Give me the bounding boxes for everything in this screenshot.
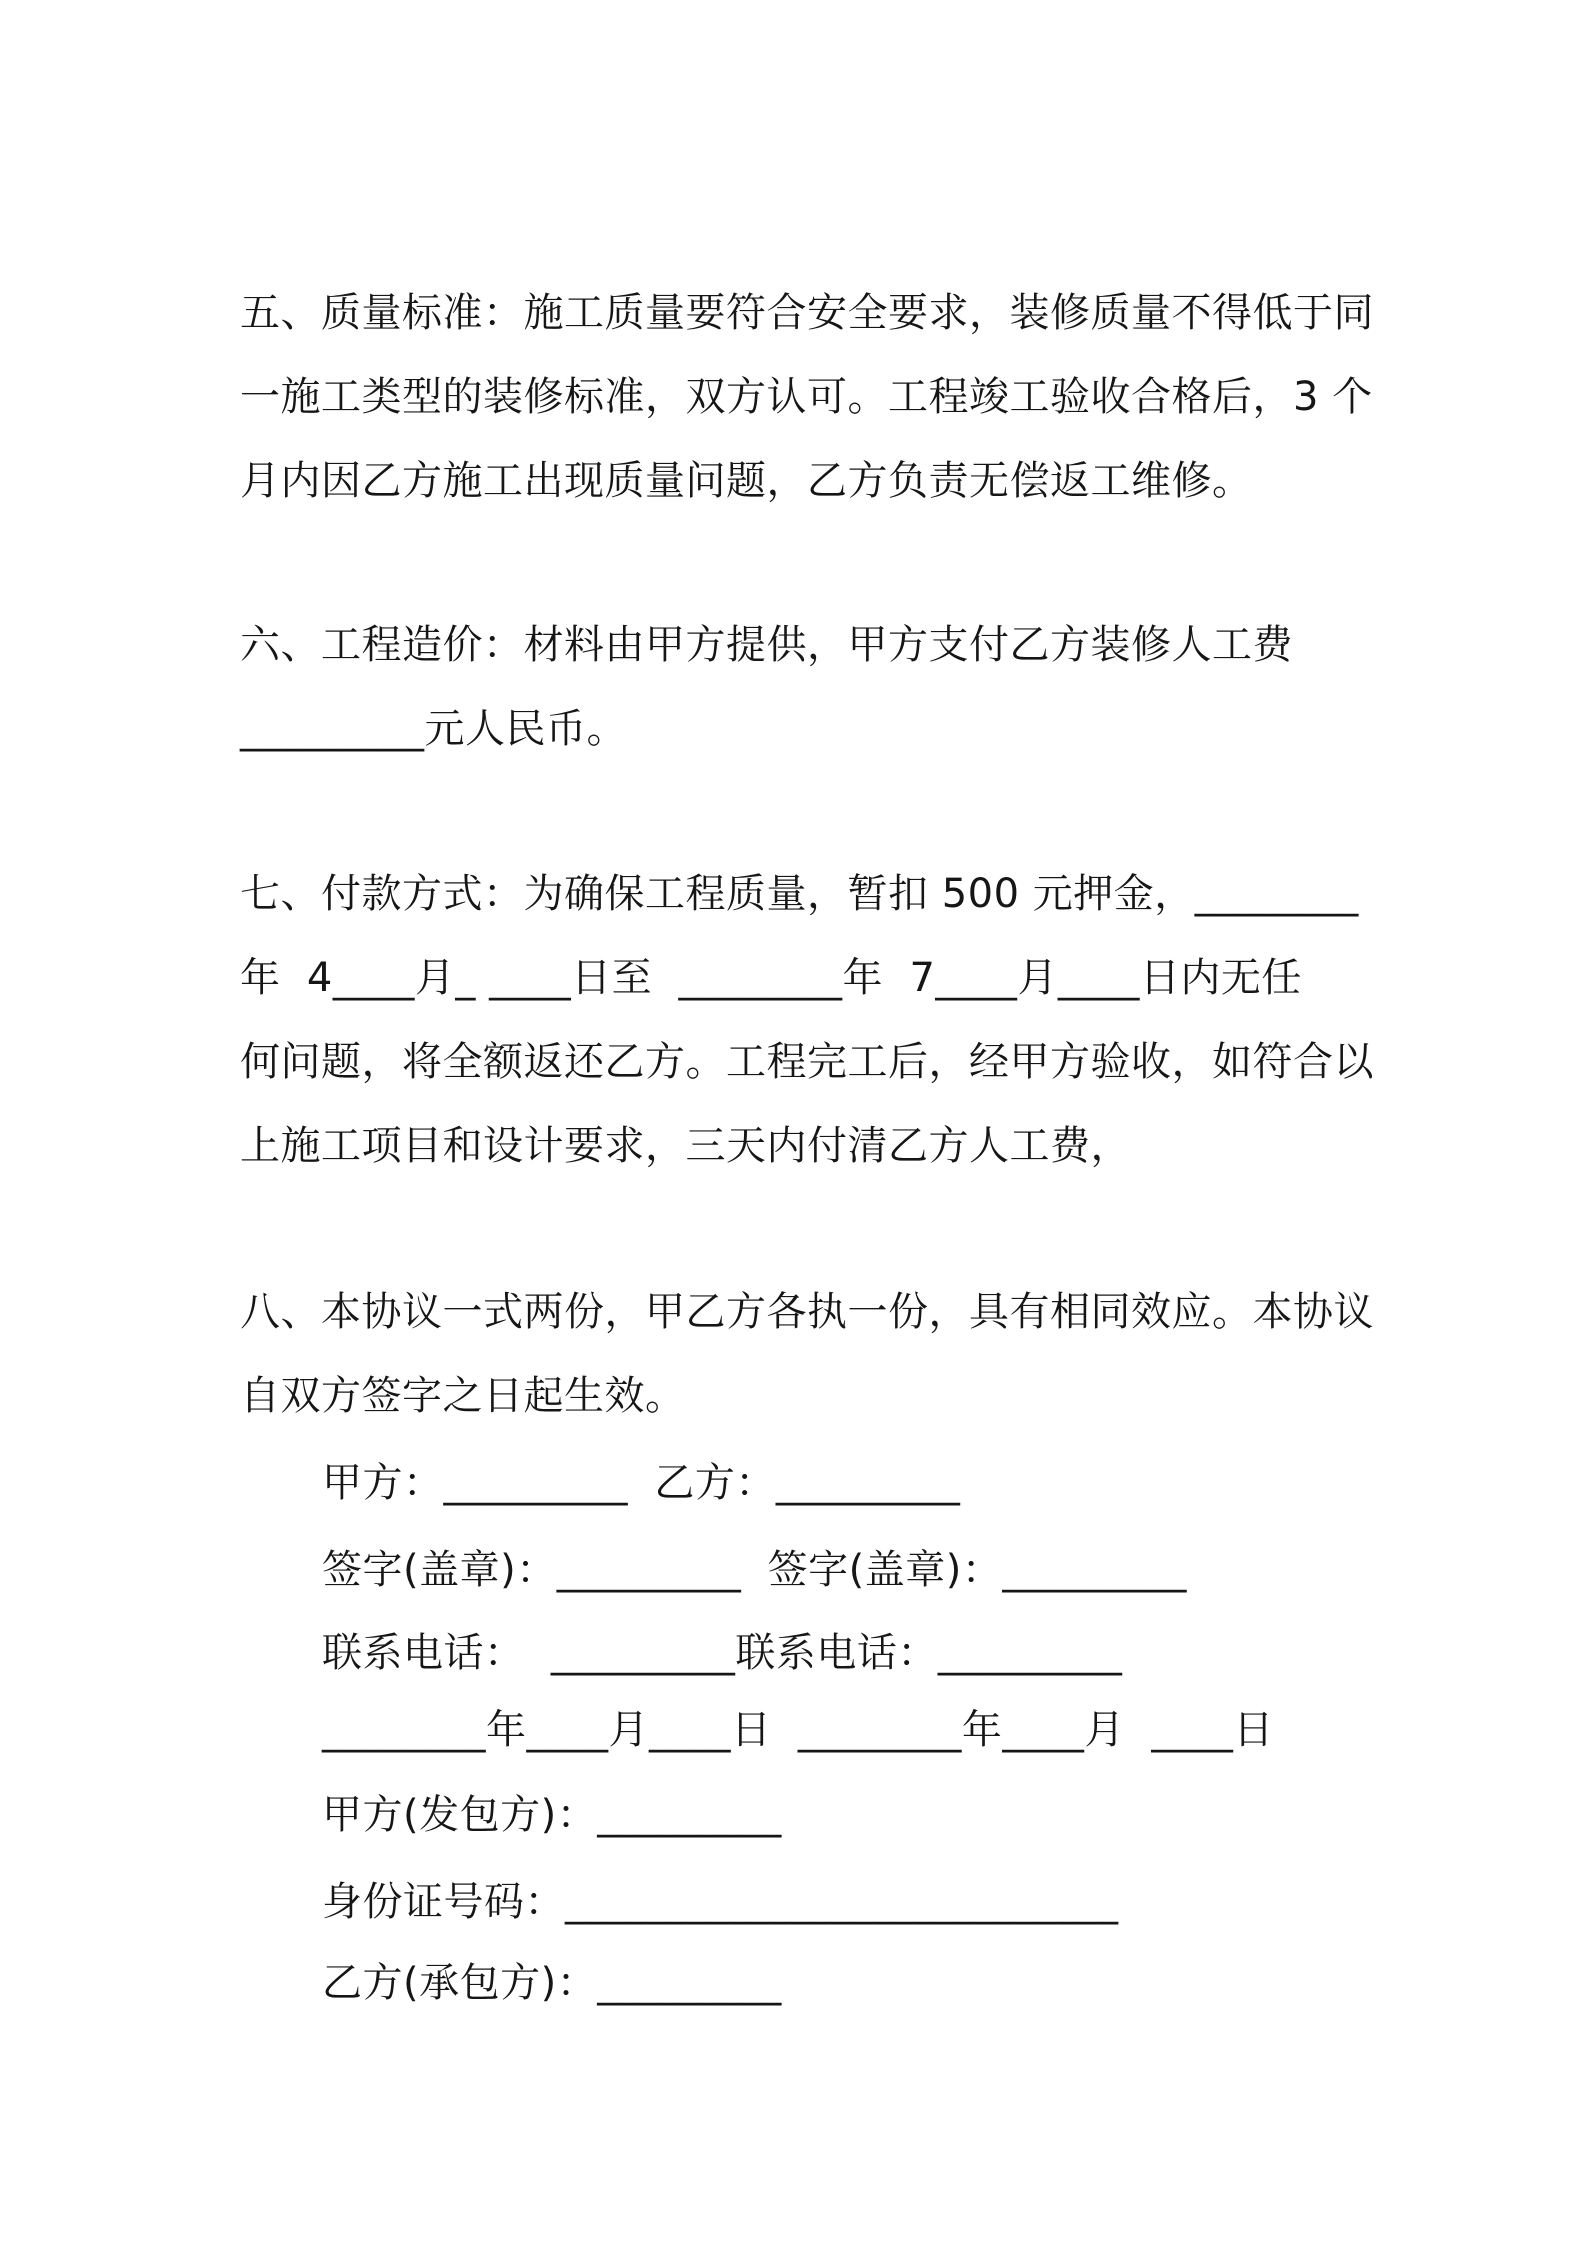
agreement-copies-line-2: 自双方签字之日起生效。 bbox=[240, 1373, 686, 1419]
payment-method-line-2: 年 4____月_ ____日至 ________年 7____月____日内无任 bbox=[240, 955, 1302, 1001]
payment-method-line-3: 何问题，将全额返还乙方。工程完工后，经甲方验收，如符合以 bbox=[240, 1039, 1374, 1085]
project-cost-line-1: 六、工程造价：材料由甲方提供，甲方支付乙方装修人工费 bbox=[240, 622, 1293, 668]
payment-method-line-4: 上施工项目和设计要求，三天内付清乙方人工费， bbox=[240, 1123, 1131, 1169]
quality-standard-line-2: 一施工类型的装修标准，双方认可。工程竣工验收合格后，3 个 bbox=[240, 374, 1373, 420]
agreement-copies-line-1: 八、本协议一式两份，甲乙方各执一份，具有相同效应。本协议 bbox=[240, 1289, 1374, 1335]
contact-phone-line: 联系电话： _________联系电话：_________ bbox=[322, 1630, 1123, 1676]
party-a-employer-line: 甲方(发包方)：_________ bbox=[322, 1792, 782, 1838]
id-number-line: 身份证号码：___________________________ bbox=[322, 1879, 1119, 1925]
party-b-contractor-line: 乙方(承包方)：_________ bbox=[322, 1960, 782, 2006]
quality-standard-line-3: 月内因乙方施工出现质量问题，乙方负责无偿返工维修。 bbox=[240, 458, 1253, 504]
quality-standard-line-1: 五、质量标准：施工质量要符合安全要求，装修质量不得低于同 bbox=[240, 290, 1374, 336]
payment-method-line-1: 七、付款方式：为确保工程质量，暂扣 500 元押金，________ bbox=[240, 871, 1359, 917]
signing-date-line: ________年____月____日 ________年____月 ____日 bbox=[322, 1707, 1274, 1753]
signature-seal-line: 签字(盖章)：_________ 签字(盖章)：_________ bbox=[322, 1547, 1187, 1593]
party-names-line: 甲方：_________ 乙方：_________ bbox=[322, 1460, 961, 1506]
project-cost-line-2: _________元人民币。 bbox=[240, 706, 627, 752]
